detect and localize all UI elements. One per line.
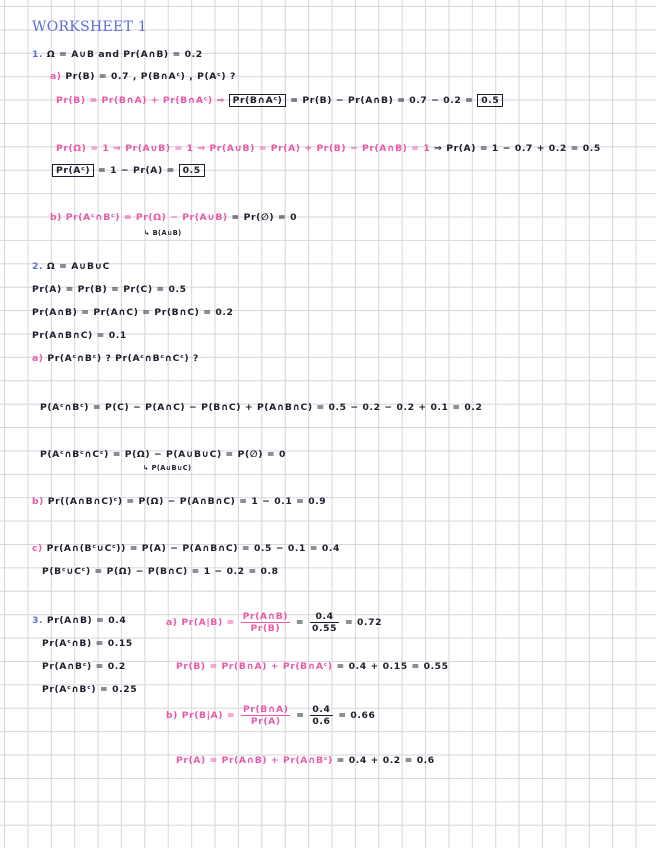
problem-2c-line-2: P(Bᶜ∪Cᶜ) = P(Ω) − P(B∩C) = 1 − 0.2 = 0.8 — [42, 566, 279, 577]
problem-3b-line-2: Pr(A) = Pr(A∩B) + Pr(A∩Bᶜ) = 0.4 + 0.2 = 0.6 — [176, 755, 435, 766]
problem-3-number: 3. — [32, 615, 44, 626]
problem-3b-fraction-line: b) Pr(B|A) = $\frac{Pr(B\cap A)}{Pr(A)}$ = $\frac{0.4}{0.6}$ = 0.66 — [166, 704, 376, 727]
boxed-answer: 0.5 — [179, 164, 205, 177]
problem-3-given-4: Pr(Aᶜ∩Bᶜ) = 0.25 — [42, 684, 138, 695]
problem-3b-label: b) — [166, 710, 178, 721]
problem-2-heading: 2. Ω = A∪B∪C — [32, 261, 110, 272]
problem-1-heading — [32, 49, 203, 61]
problem-2-given-3: Pr(A∩B∩C) = 0.1 — [32, 330, 127, 341]
problem-1-number: 1. — [32, 49, 44, 60]
page-title: WORKSHEET 1 — [32, 19, 148, 35]
problem-2a-note: ↳ P(A∪B∪C) — [143, 464, 192, 472]
problem-2a-step-2: P(Aᶜ∩Bᶜ∩Cᶜ) = P(Ω) − P(A∪B∪C) = P(∅) = 0 — [40, 449, 286, 460]
fraction: $\frac{0.4}{0.55}$ — [312, 611, 338, 634]
problem-2a-label: a) — [32, 353, 44, 364]
problem-3a-fraction-line: a) Pr(A|B) = $\frac{Pr(A\cap B)}{Pr(B)}$ = $\frac{0.4}{0.55}$ = 0.72 — [166, 611, 383, 634]
problem-2-number: 2. — [32, 261, 44, 272]
problem-1b-line: b) Pr(Aᶜ∩Bᶜ) = Pr(Ω) − Pr(A∪B) = Pr(∅) = 0 — [50, 212, 298, 223]
problem-2-given-1: Pr(A) = Pr(B) = Pr(C) = 0.5 — [32, 284, 187, 295]
problem-3-given-2: Pr(Aᶜ∩B) = 0.15 — [42, 638, 133, 649]
problem-2c-label: c) — [32, 543, 43, 554]
problem-2b-line: b) Pr((A∩B∩C)ᶜ) = P(Ω) − P(A∩B∩C) = 1 − 0.1 = 0.9 — [32, 496, 327, 507]
problem-3a-label: a) — [166, 617, 178, 628]
problem-3-given-1: 3. Pr(A∩B) = 0.4 — [32, 615, 127, 626]
fraction: $\frac{0.4}{0.6}$ — [312, 704, 331, 727]
problem-2b-label: b) — [32, 496, 44, 507]
problem-2c-line-1: c) Pr(A∩(Bᶜ∪Cᶜ)) = P(A) − P(A∩B∩C) = 0.5 − 0.1 = 0.4 — [32, 543, 340, 554]
problem-2a-question: a) Pr(Aᶜ∩Bᶜ) ? Pr(Aᶜ∩Bᶜ∩Cᶜ) ? — [32, 353, 199, 364]
boxed-answer: 0.5 — [477, 94, 503, 107]
problem-2-given-2: Pr(A∩B) = Pr(A∩C) = Pr(B∩C) = 0.2 — [32, 307, 234, 318]
problem-3a-line-2: Pr(B) = Pr(B∩A) + Pr(B∩Aᶜ) = 0.4 + 0.15 = 0.55 — [176, 661, 449, 672]
boxed-term: Pr(Aᶜ) — [52, 164, 94, 177]
problem-1b-label: b) — [50, 212, 62, 223]
problem-1b-note: ↳ B(A∪B) — [144, 229, 182, 237]
problem-1a-line-2: Pr(Ω) = 1 ⇒ Pr(A∪B) = 1 ⇒ Pr(A∪B) = Pr(A) + Pr(B) − Pr(A∩B) = 1 ⇒ Pr(A) = 1 − 0.7 + 0.2 = 0.5 — [56, 143, 601, 154]
fraction: $\frac{Pr(B\cap A)}{Pr(A)}$ — [243, 704, 289, 727]
problem-1a-label: a) — [50, 71, 62, 82]
problem-1a-line-1: Pr(B) = Pr(B∩A) + Pr(B∩Aᶜ) ⇒ Pr(B∩Aᶜ) = Pr(B) − Pr(A∩B) = 0.7 − 0.2 = 0.5 — [56, 95, 503, 107]
problem-1a-line-3: Pr(Aᶜ) = 1 − Pr(A) = 0.5 — [52, 165, 205, 177]
problem-2a-step-1: P(Aᶜ∩Bᶜ) = P(C) − P(A∩C) − P(B∩C) + P(A∩B∩C) = 0.5 − 0.2 − 0.2 + 0.1 = 0.2 — [40, 402, 483, 413]
fraction: $\frac{Pr(A\cap B)}{Pr(B)}$ — [242, 611, 289, 634]
boxed-term: Pr(B∩Aᶜ) — [229, 94, 287, 107]
problem-3-given-3: Pr(A∩Bᶜ) = 0.2 — [42, 661, 126, 672]
problem-1-given: Ω = A∪B and Pr(A∩B) = 0.2 — [46, 49, 203, 60]
problem-1a-question: a) Pr(B) = 0.7 , P(B∩Aᶜ) , P(Aᶜ) ? — [50, 71, 236, 82]
